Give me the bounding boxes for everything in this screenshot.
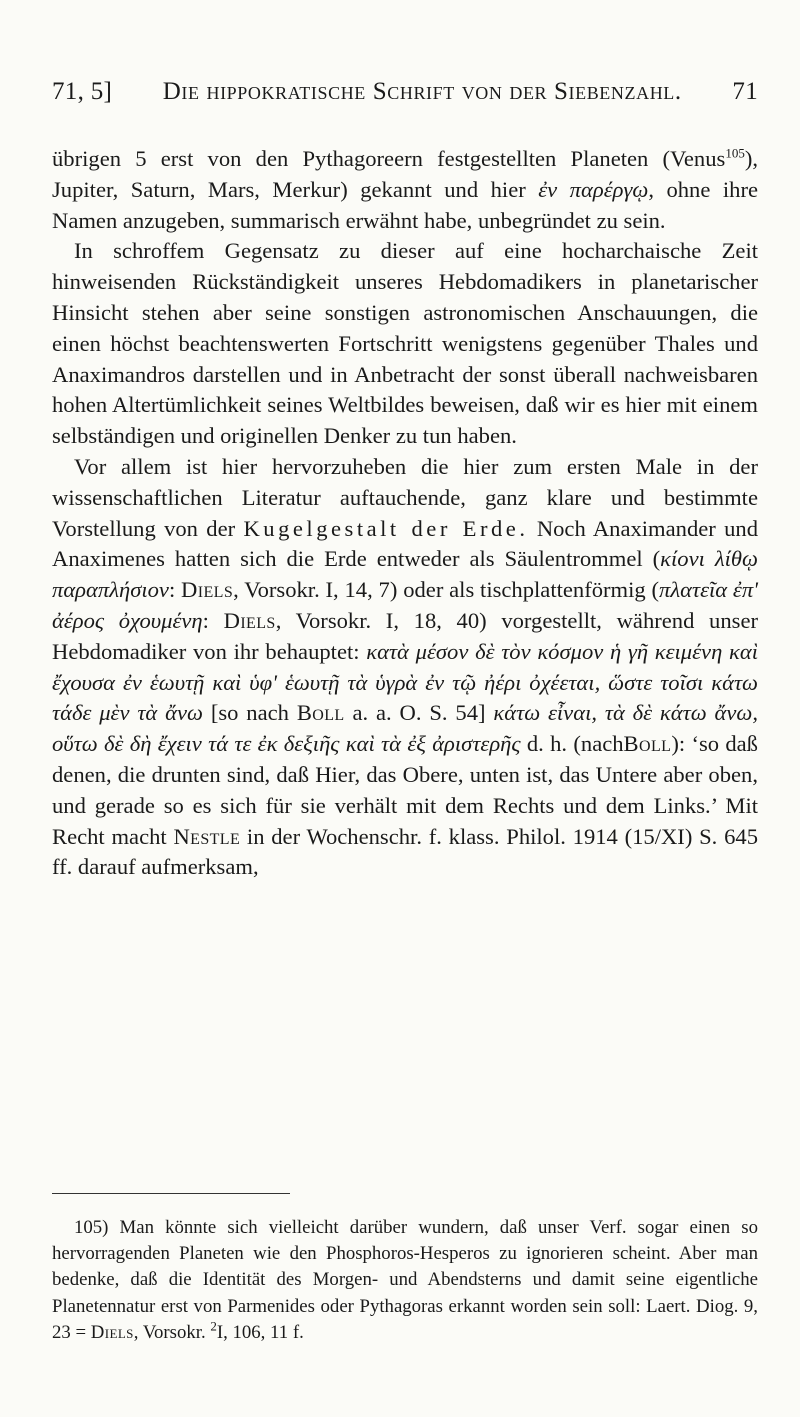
footnote-separator — [52, 1193, 290, 1194]
author-name: Boll — [623, 731, 672, 757]
greek-quote-1: κίονι λίθῳ παραπλήσιον — [52, 546, 758, 603]
edition-superscript: 2 — [210, 1318, 217, 1334]
greek-phrase: ἐν παρέργῳ — [538, 176, 649, 202]
paragraph-3: Vor allem ist hier hervorzuheben die hier zum ersten Male in der wissenschaftlichen Literatur auftauchende, ganz klare und bestimmte Vorstellung von der Kugelgestalt der Erde. Noch Anaximander und Anaximenes hatten sich die Erde entweder als Säulentrommel (κίονι λίθῳ παραπλήσιον: Diels, Vorsokr. I, 14, 7) oder als tischplattenförmig (πλατεῖα ἐπ' ἀέρος ὀχουμένη: Diels, Vorsokr. I, 18, 40) vorgestellt, während unser Hebdomadiker von ihr behauptet: κατὰ μέσον δὲ τὸν κόσμον ἡ γῆ κειμένη καὶ ἔχουσα ἐν ἑωυτῇ καὶ ὑφ' ἑωυτῇ τὰ ὑγρὰ ἐν τῷ ἠέρι ὀχέεται, ὥστε τοῖσι κάτω τάδε μὲν τὰ ἄνω [so nach Boll a. a. O. S. 54] κάτω εἶναι, τὰ δὲ κάτω ἄνω, οὕτω δὲ δὴ ἔχειν τά τε ἐκ δεξιῆς καὶ τὰ ἐξ ἀριστερῆς d. h. (nachBoll): ‘so daß denen, die drunten sind, daß Hier, das Obere, unten ist, das Untere aber oben, und gerade so es sich für sie verhält mit dem Rechts und dem Links.’ Mit Recht macht Nestle in der Wochenschr. f. klass. Philol. 1914 (15/XI) S. 645 ff. darauf aufmerksam, — [52, 453, 759, 880]
author-name: Diels — [90, 1321, 134, 1343]
greek-quote-3: κατὰ μέσον δὲ τὸν κόσμον ἡ γῆ κειμένη καὶ ἔχουσα ἐν ἑωυτῇ καὶ ὑφ' ἑωυτῇ τὰ ὑγρὰ ἐν τῷ ἠέρι ὀχέεται, ὥστε τοῖσι κάτω τάδε μὲν τὰ ἄνω — [52, 638, 758, 726]
spaced-emphasis: Kugelgestalt der Erde. — [243, 515, 529, 541]
section-reference: 71, 5] — [52, 78, 113, 105]
author-name: Boll — [296, 700, 345, 726]
footnote-105: 105) Man könnte sich vielleicht darüber wundern, daß unser Verf. sogar einen so hervorragenden Planeten wie den Phosphoros-Hesperos zu ignorieren scheint. Aber man bedenke, daß die Identität des Morgen- und Abendsterns und damit seine eigentliche Planetennatur erst von Parmenides oder Pythagoras erkannt worden sein soll: Laert. Diog. 9, 23 = Diels, Vorsokr. $^2$I, 106, 11 f. — [52, 1217, 758, 1343]
greek-quote-4: κάτω εἶναι, τὰ δὲ κάτω ἄνω, οὕτω δὲ δὴ ἔχειν τά τε ἐκ δεξιῆς καὶ τὰ ἐξ ἀριστερῆς — [52, 700, 758, 757]
running-header — [52, 78, 758, 106]
author-name: Diels — [223, 607, 276, 633]
paragraph-1: übrigen 5 erst von den Pythagoreern festgestellten Planeten (Venus$^{105}$), Jupiter, Saturn, Mars, Merkur) gekannt und hier ἐν παρέργῳ, ohne ihre Namen anzugeben, summarisch erwähnt habe, unbegründet zu sein. — [52, 145, 758, 233]
main-text — [52, 144, 758, 883]
author-name: Nestle — [173, 823, 241, 849]
page-number: 71 — [732, 78, 758, 105]
footnote-ref-105: 105 — [725, 145, 745, 161]
paragraph-2: In schroffem Gegensatz zu dieser auf eine hocharchaische Zeit hinweisenden Rückständigkeit unseres Hebdomadikers in planetarischer Hinsicht stehen aber seine sonstigen astronomischen Anschauungen, die einen höchst beachtenswerten Fortschritt wenigstens gegenüber Thales und Anaximandros darstellen und in Anbetracht der sonst überall nachweisbaren hohen Altertümlichkeit seines Weltbildes beweisen, daß wir es hier mit einem selbständigen und originellen Denker zu tun haben. — [52, 238, 758, 449]
author-name: Diels — [181, 577, 234, 603]
running-title: Die hippokratische Schrift von der Siebenzahl. — [162, 78, 682, 105]
greek-quote-2: πλατεῖα ἐπ' ἀέρος ὀχουμένη — [52, 577, 758, 633]
